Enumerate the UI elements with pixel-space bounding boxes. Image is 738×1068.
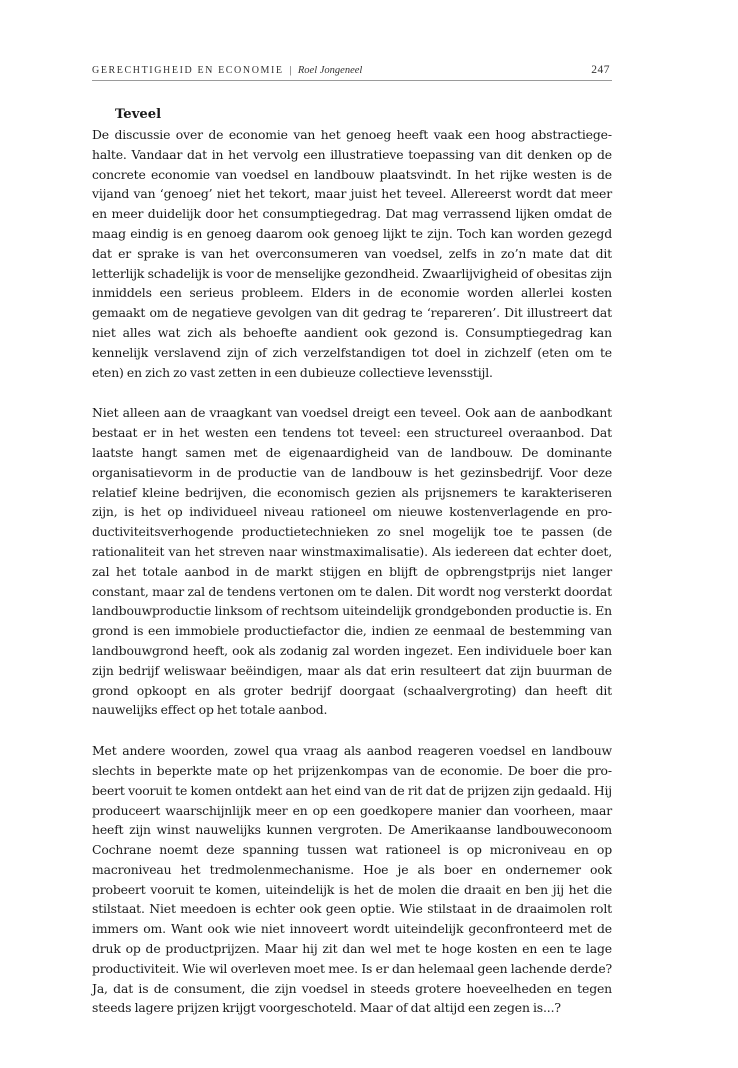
header-rule — [92, 80, 612, 81]
header-separator: | — [289, 65, 292, 76]
paragraph-2: Niet alleen aan de vraagkant van voedsel dreigt een teveel. Ook aan de aanbodkant bestaat er in het westen een tendens tot teveel: een structureel overaanbod. Dat laatste hangt samen met de eigenaardigheid van de landbouw. De dominante organisatievorm in de productie van de landbouw is het gezinsbedrijf. Voor deze relatief kleine bedrijven, die economisch gezien als prijsnemers te karakteriseren zijn, is het op individueel niveau rationeel om nieuwe kostenverlagende en productiviteitsverhogende productietechnieken zo snel mogelijk toe te passen (de rationaliteit van het streven naar winstmaximalisatie). Als iedereen dat echter doet, zal het totale aanbod in de markt stijgen en blijft de opbrengstprijs niet langer constant, maar zal de tendens vertonen om te dalen. Dit wordt nog versterkt doordat landbouwproductie linksom of rechtsom uiteindelijk grondgebonden productie is. En grond is een immobiele productiefactor die, indien ze eenmaal de bestemming van landbouwgrond heeft, ook als zodanig zal worden ingezet. Een individuele boer kan zijn bedrijf weliswaar beëindigen, maar als dat erin resulteert dat zijn buurman de grond opkoopt en als groter bedrijf doorgaat (schaalvergroting) dan heeft dit nauwelijks effect op het totale aanbod. — [92, 405, 612, 718]
page-number: 247 — [591, 64, 610, 76]
paragraph-3: Met andere woorden, zowel qua vraag als aanbod reageren voedsel en landbouw slechts in beperkte mate op het prijzenkompas van de economie. De boer die probeert vooruit te komen ontdekt aan het eind van de rit dat de prijzen zijn gedaald. Hij produceert waarschijnlijk meer en op een goedkopere manier dan voorheen, maar heeft zijn winst nauwelijks kunnen vergroten. De Amerikaanse landbouweconoom Cochrane noemt deze spanning tussen wat rationeel is op microniveau en op macroniveau het tredmolenmechanisme. Hoe je als boer en ondernemer ook probeert vooruit te komen, uiteindelijk is het de molen die draait en ben jij het die stilstaat. Niet meedoen is echter ook geen optie. Wie stilstaat in de draaimolen rolt immers om. Want ook wie niet innoveert wordt uiteindelijk geconfronteerd met de druk op de productprijzen. Maar hij zit dan wel met te hoge kosten en een te lage productiviteit. Wie wil overleven moet mee. Is er dan helemaal geen lachende derde? Ja, dat is de consument, die zijn voedsel in steeds grotere hoeveelheden en tegen steeds lagere prijzen krijgt voorgeschoteld. Maar of dat altijd een zegen is...? — [92, 743, 612, 1016]
paragraph-1: De discussie over de economie van het genoeg heeft vaak een hoog abstractiegehalte. Vandaar dat in het vervolg een illustratieve toepassing van dit denken op de concrete economie van voedsel en landbouw plaatsvindt. In het rijke westen is de vijand van ‘genoeg’ niet het tekort, maar juist het teveel. Allereerst wordt dat meer en meer duidelijk door het consumptiegedrag. Dat mag verrassend lijken omdat de maag eindig is en genoeg daarom ook genoeg lijkt te zijn. Toch kan worden gezegd dat er sprake is van het overconsumeren van voedsel, zelfs in zo’n mate dat dit letterlijk schadelijk is voor de menselijke gezondheid. Zwaarlijvigheid of obesitas zijn inmiddels een serieus probleem. Elders in de economie worden allerlei kosten gemaakt om de negatieve gevolgen van dit gedrag te ‘repareren’. Dit illustreert dat niet alles wat zich als behoefte aandient ook gezond is. Consumptiegedrag kan kennelijk verslavend zijn of zich verzelfstandigen tot doel in zichzelf (eten om te eten) en zich zo vast zetten in een dubieuze collectieve levensstijl. — [92, 127, 612, 380]
running-title-line — [92, 65, 362, 76]
page-body — [92, 105, 612, 1039]
running-header — [92, 63, 612, 79]
section-heading: Teveel — [115, 107, 162, 122]
running-title: GERECHTIGHEID EN ECONOMIE — [92, 65, 284, 76]
author-name: Roel Jongeneel — [297, 65, 363, 76]
